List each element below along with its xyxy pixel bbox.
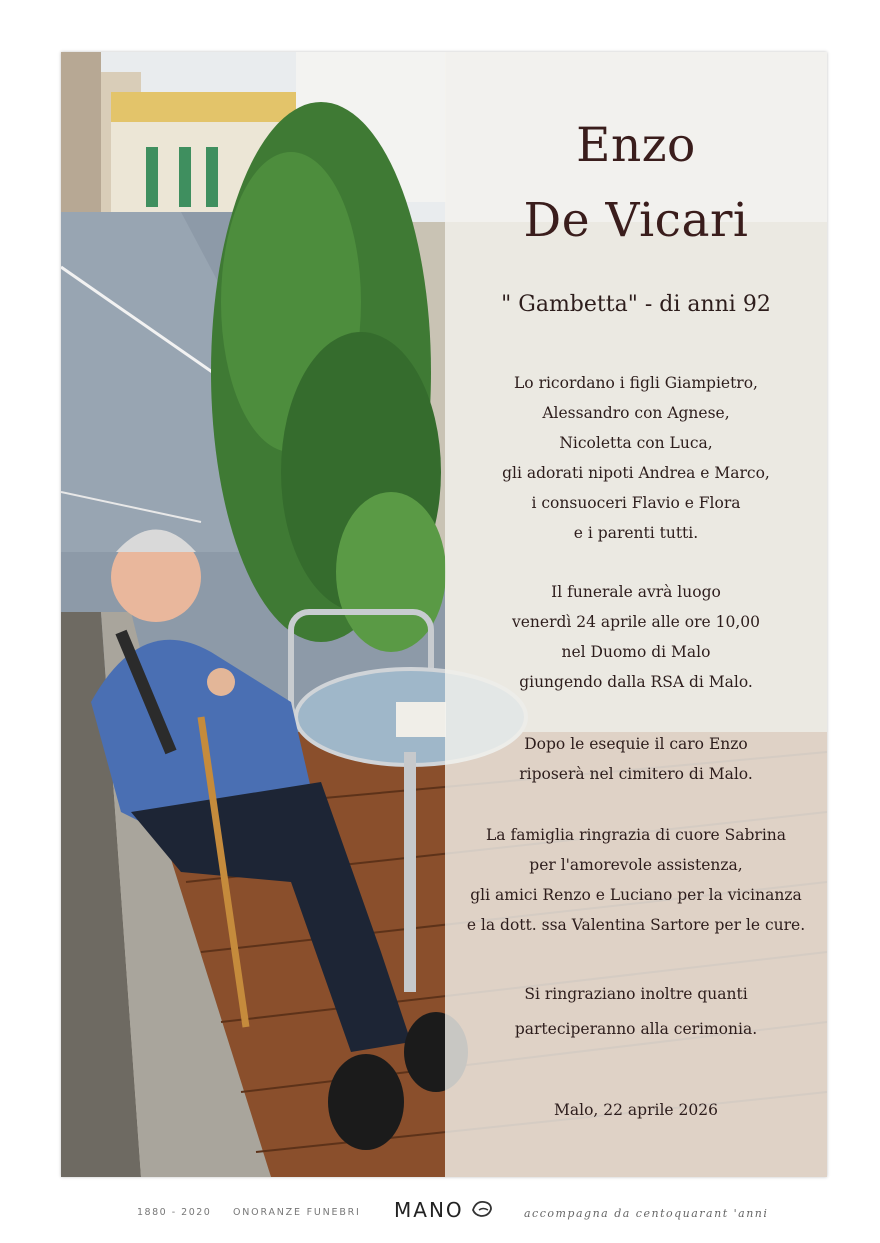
funeral-line: Il funerale avrà luogo bbox=[551, 583, 721, 601]
last-name: De Vicari bbox=[523, 193, 749, 248]
mourners-line: gli adorati nipoti Andrea e Marco, bbox=[502, 464, 770, 482]
closing-line-2: parteciperanno alla cerimonia. bbox=[514, 1020, 758, 1038]
thanks-line: per l'amorevole assistenza, bbox=[529, 856, 743, 874]
thanks-paragraph bbox=[445, 820, 827, 940]
burial-line: Dopo le esequie il caro Enzo bbox=[524, 735, 748, 753]
funeral-line: nel Duomo di Malo bbox=[561, 643, 711, 661]
mourners-line: Alessandro con Agnese, bbox=[542, 404, 730, 422]
funeral-line: giungendo dalla RSA di Malo. bbox=[519, 673, 753, 691]
hand-logo-icon bbox=[470, 1198, 494, 1220]
mourners-line: e i parenti tutti. bbox=[573, 524, 699, 542]
footer-years: 1880 - 2020 bbox=[137, 1207, 212, 1218]
closing-line-1: Si ringraziano inoltre quanti bbox=[524, 985, 748, 1003]
mourners-line: i consuoceri Flavio e Flora bbox=[531, 494, 741, 512]
obituary-card bbox=[61, 52, 827, 1177]
mourners-paragraph bbox=[445, 368, 827, 548]
burial-paragraph bbox=[445, 729, 827, 789]
first-name: Enzo bbox=[576, 118, 696, 173]
brand-logo: MANO bbox=[394, 1198, 464, 1222]
place-date: Malo, 22 aprile 2026 bbox=[554, 1101, 718, 1119]
footer-tagline: accompagna da centoquarant 'anni bbox=[524, 1207, 769, 1220]
obituary-text bbox=[445, 52, 827, 1177]
thanks-line: La famiglia ringrazia di cuore Sabrina bbox=[486, 826, 786, 844]
footer bbox=[0, 1195, 880, 1225]
burial-line: riposerà nel cimitero di Malo. bbox=[519, 765, 753, 783]
mourners-line: Lo ricordano i figli Giampietro, bbox=[514, 374, 758, 392]
thanks-line: gli amici Renzo e Luciano per la vicinanza bbox=[470, 886, 802, 904]
funeral-paragraph bbox=[445, 577, 827, 697]
funeral-line: venerdì 24 aprile alle ore 10,00 bbox=[511, 613, 760, 631]
mourners-line: Nicoletta con Luca, bbox=[559, 434, 713, 452]
thanks-line: e la dott. ssa Valentina Sartore per le cure. bbox=[466, 916, 806, 934]
nickname-age: " Gambetta" - di anni 92 bbox=[501, 292, 771, 317]
footer-service: ONORANZE FUNEBRI bbox=[233, 1207, 361, 1218]
